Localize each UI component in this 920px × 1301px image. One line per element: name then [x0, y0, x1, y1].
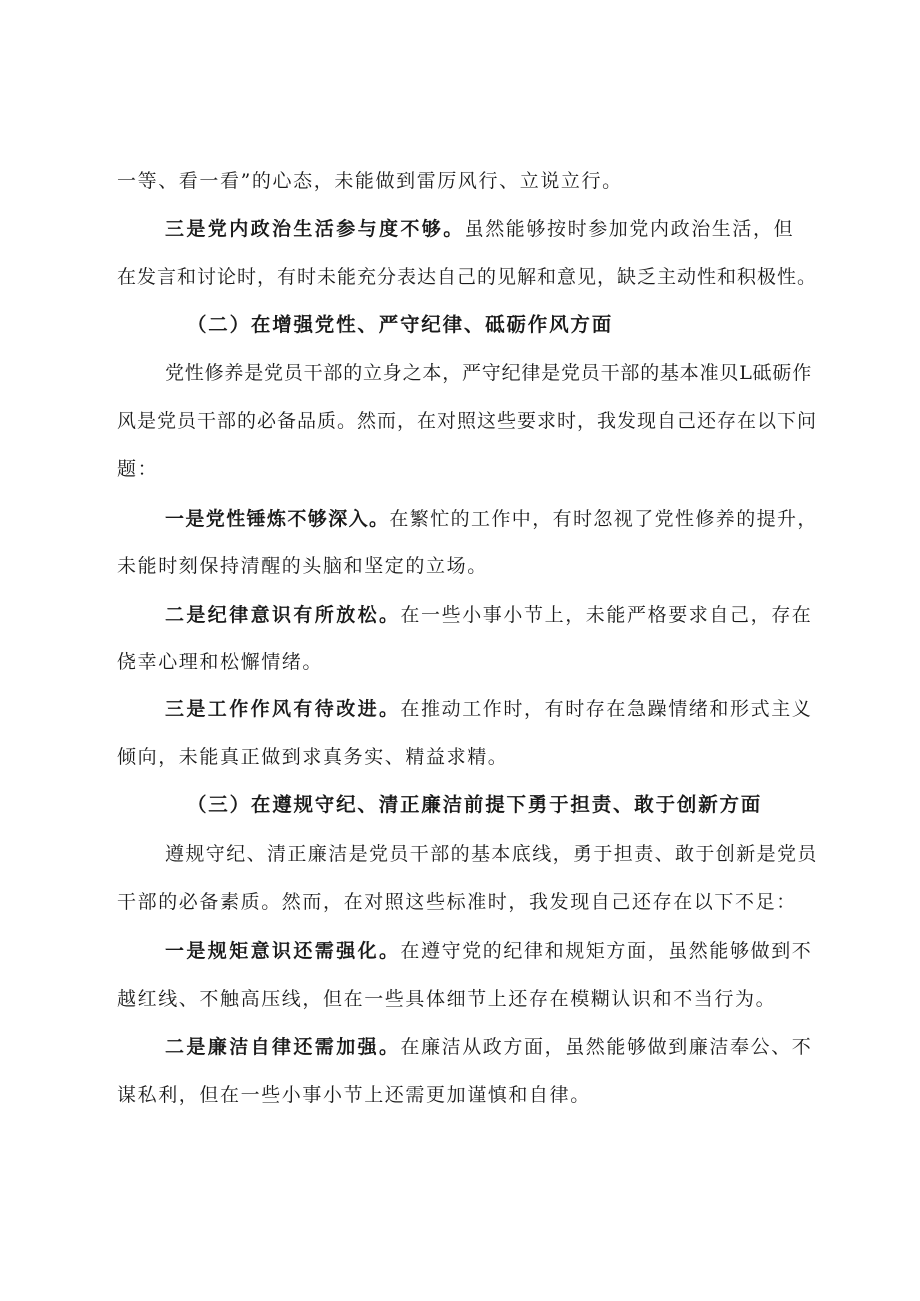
- paragraph-line: 在发言和讨论时，有时未能充分表达自己的见解和意见，缺乏主动性和积极性。: [117, 266, 818, 288]
- paragraph-line: 一是规矩意识还需强化。在遵守党的纪律和规矩方面，虽然能够做到不: [165, 940, 813, 962]
- paragraph-line: 遵规守纪、清正廉洁是党员干部的基本底线，勇于担责、敢于创新是党员: [165, 843, 818, 865]
- paragraph-line: 未能时刻保持清醒的头脑和坚定的立场。: [117, 555, 488, 577]
- paragraph-line: 倾向，未能真正做到求真务实、精益求精。: [117, 746, 509, 768]
- paragraph-line: 侥幸心理和松懈情绪。: [117, 651, 324, 673]
- section-heading: （二）在增强党性、严守纪律、砥砺作风方面: [187, 313, 614, 336]
- paragraph-line: 一是党性锤炼不够深入。在繁忙的工作中，有时忽视了党性修养的提升，: [165, 508, 818, 530]
- paragraph-line: 三是工作作风有待改进。在推动工作时，有时存在急躁情绪和形式主义: [165, 698, 813, 720]
- paragraph-line: 干部的必备素质。然而，在对照这些标准时，我发现自己还存在以下不足：: [117, 891, 797, 913]
- paragraph-line: 三是党内政治生活参与度不够。虽然能够按时参加党内政治生活，但: [165, 218, 795, 240]
- paragraph-line: 二是廉洁自律还需加强。在廉洁从政方面，虽然能够做到廉洁奉公、不: [165, 1036, 813, 1058]
- point-lead: 一是党性锤炼不够深入。: [165, 508, 390, 530]
- point-lead: 一是规矩意识还需强化。: [165, 940, 401, 962]
- point-lead: 二是廉洁自律还需加强。: [165, 1036, 401, 1058]
- paragraph-line: 题：: [117, 458, 159, 480]
- paragraph-line: 越红线、不触高压线，但在一些具体细节上还存在模糊认识和不当行为。: [117, 988, 777, 1010]
- section-heading: （三）在遵规守纪、清正廉洁前提下勇于担责、敢于创新方面: [187, 793, 763, 816]
- point-lead: 三是党内政治生活参与度不够。: [165, 218, 465, 240]
- paragraph-line: 二是纪律意识有所放松。在一些小事小节上，未能严格要求自己，存在: [165, 604, 813, 626]
- paragraph-line: 一等、看一看”的心态，未能做到雷厉风行、立说立行。: [117, 170, 623, 192]
- paragraph-line: 风是党员干部的必备品质。然而，在对照这些要求时，我发现自己还存在以下问: [117, 410, 818, 432]
- point-lead: 三是工作作风有待改进。: [165, 698, 401, 720]
- paragraph-line: 党性修养是党员干部的立身之本，严守纪律是党员干部的基本准贝L砥砺作: [165, 362, 813, 384]
- point-lead: 二是纪律意识有所放松。: [165, 604, 401, 626]
- paragraph-line: 谋私利，但在一些小事小节上还需更加谨慎和自律。: [117, 1084, 591, 1106]
